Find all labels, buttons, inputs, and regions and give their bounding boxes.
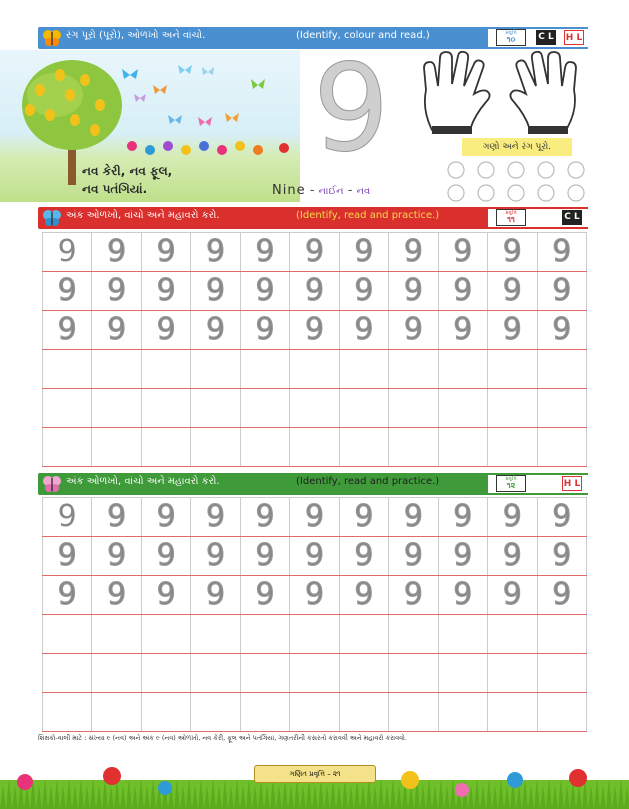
section2-title-english: (Identify, read and practice.): [296, 476, 440, 487]
practice-cell[interactable]: 9: [240, 498, 289, 537]
butterfly-icon: [42, 28, 62, 48]
practice-cell[interactable]: [92, 615, 141, 654]
practice-grid-1: [42, 232, 587, 467]
practice-cell[interactable]: 9: [92, 272, 141, 311]
practice-cell[interactable]: [92, 654, 141, 693]
practice-cell[interactable]: 9: [240, 537, 289, 576]
practice-cell[interactable]: [537, 350, 586, 389]
practice-cell[interactable]: [438, 350, 487, 389]
header-title-english: (Identify, colour and read.): [296, 30, 430, 41]
practice-grid-2: [42, 497, 587, 732]
practice-cell[interactable]: [43, 389, 92, 428]
practice-cell[interactable]: [537, 693, 586, 732]
practice-cell[interactable]: [339, 389, 388, 428]
practice-cell[interactable]: 9: [92, 498, 141, 537]
butterfly-icon: [42, 208, 62, 228]
grid-row: [43, 428, 587, 467]
practice-cell[interactable]: [537, 654, 586, 693]
cl-tag: C L: [536, 30, 556, 45]
practice-cell[interactable]: 9: [240, 272, 289, 311]
practice-cell[interactable]: [537, 389, 586, 428]
practice-cell[interactable]: [488, 389, 537, 428]
practice-cell[interactable]: 9: [537, 233, 586, 272]
practice-cell[interactable]: 9: [438, 233, 487, 272]
practice-cell[interactable]: [488, 693, 537, 732]
practice-cell[interactable]: 9: [488, 272, 537, 311]
grid-row: [43, 272, 587, 311]
section2-title-gujarati: અંક ઓળખો, વાંચો અને મહાવરો કરો.: [66, 476, 220, 487]
practice-cell[interactable]: [141, 350, 190, 389]
traced-big-digit: 9: [313, 40, 390, 179]
practice-cell[interactable]: [290, 350, 339, 389]
practice-cell[interactable]: [488, 350, 537, 389]
intro-illustration: [0, 50, 300, 202]
intro-caption: નવ કેરી, નવ ફૂલ, નવ પતંગિયાં.: [82, 164, 173, 196]
grid-row: [43, 389, 587, 428]
grid-row: [43, 350, 587, 389]
practice-cell[interactable]: [191, 693, 240, 732]
practice-cell[interactable]: [141, 428, 190, 467]
practice-cell[interactable]: 9: [141, 311, 190, 350]
practice-cell[interactable]: [438, 389, 487, 428]
practice-cell[interactable]: 9: [389, 576, 438, 615]
practice-cell[interactable]: 9: [389, 311, 438, 350]
number-word-translit: નાઈન: [318, 186, 344, 197]
practice-cell[interactable]: 9: [141, 272, 190, 311]
practice-cell[interactable]: 9: [389, 272, 438, 311]
practice-cell[interactable]: 9: [43, 311, 92, 350]
practice-cell[interactable]: 9: [537, 537, 586, 576]
practice-cell[interactable]: 9: [389, 498, 438, 537]
practice-cell[interactable]: [438, 428, 487, 467]
teacher-note: શિક્ષકો-વાલી માટે : સંખ્યા ૯ (નવ) અને અંક ૯ (નવ) ઓળખો, નવ કેરી, ફૂલ અને પતંગિયાં, ગણતરીની કસરતો કરાવવી અને મહાવરો કરાવવો.: [38, 734, 407, 742]
number-word-gujarati: નવ: [356, 186, 371, 197]
practice-cell[interactable]: 9: [339, 272, 388, 311]
practice-cell[interactable]: [488, 654, 537, 693]
practice-cell[interactable]: [92, 350, 141, 389]
practice-cell[interactable]: [141, 654, 190, 693]
grid-row: [43, 311, 587, 350]
grid-row: [43, 615, 587, 654]
hand-right-icon: [508, 50, 588, 136]
practice-cell[interactable]: 9: [191, 498, 240, 537]
practice-cell[interactable]: 9: [43, 576, 92, 615]
practice-cell[interactable]: 9: [537, 311, 586, 350]
practice-cell[interactable]: 9: [389, 233, 438, 272]
grid-row: [43, 498, 587, 537]
practice-cell[interactable]: [389, 350, 438, 389]
practice-cell[interactable]: [43, 615, 92, 654]
practice-cell[interactable]: 9: [92, 233, 141, 272]
practice-cell[interactable]: [537, 428, 586, 467]
counting-circles: [446, 160, 591, 204]
practice-cell[interactable]: 9: [438, 576, 487, 615]
practice-cell[interactable]: 9: [438, 272, 487, 311]
practice-cell[interactable]: 9: [537, 498, 586, 537]
practice-cell[interactable]: 9: [339, 576, 388, 615]
practice-cell[interactable]: 9: [488, 498, 537, 537]
practice-cell[interactable]: 9: [92, 537, 141, 576]
practice-cell[interactable]: [290, 615, 339, 654]
practice-cell[interactable]: 9: [240, 233, 289, 272]
practice-cell[interactable]: [191, 428, 240, 467]
practice-cell[interactable]: 9: [141, 498, 190, 537]
practice-cell[interactable]: [290, 389, 339, 428]
practice-cell[interactable]: 9: [191, 311, 240, 350]
practice-cell[interactable]: [191, 389, 240, 428]
practice-cell[interactable]: 9: [290, 272, 339, 311]
activity-number-box: પ્રવૃત્તિ ૧૦: [496, 29, 526, 46]
practice-cell[interactable]: 9: [290, 311, 339, 350]
practice-cell[interactable]: [339, 428, 388, 467]
practice-cell[interactable]: [240, 654, 289, 693]
practice-cell[interactable]: 9: [43, 233, 92, 272]
practice-cell[interactable]: [537, 615, 586, 654]
count-instruction: ગણો અને રંગ પૂરો.: [462, 138, 572, 156]
practice-cell[interactable]: 9: [438, 498, 487, 537]
practice-cell[interactable]: 9: [191, 272, 240, 311]
practice-cell[interactable]: [339, 615, 388, 654]
footer-badge: ગણિત પ્રવૃત્તિ – ૨૧: [254, 765, 376, 783]
practice-cell[interactable]: 9: [240, 576, 289, 615]
practice-cell[interactable]: 9: [43, 537, 92, 576]
practice-cell[interactable]: 9: [290, 537, 339, 576]
grid-row: [43, 537, 587, 576]
practice-cell[interactable]: [141, 693, 190, 732]
hl-tag: H L: [562, 476, 582, 491]
practice-cell[interactable]: 9: [290, 498, 339, 537]
butterfly-icon: [42, 474, 62, 494]
practice-cell[interactable]: [339, 654, 388, 693]
section1-title-english: (Identify, read and practice.): [296, 210, 440, 221]
practice-cell[interactable]: [389, 693, 438, 732]
practice-cell[interactable]: [240, 428, 289, 467]
practice-cell[interactable]: 9: [240, 311, 289, 350]
practice-cell[interactable]: [488, 428, 537, 467]
section1-band: [38, 207, 588, 229]
practice-cell[interactable]: 9: [339, 498, 388, 537]
practice-cell[interactable]: 9: [438, 311, 487, 350]
practice-cell[interactable]: [92, 389, 141, 428]
hand-left-icon: [412, 50, 496, 136]
hl-tag: H L: [564, 30, 584, 45]
practice-cell[interactable]: [141, 389, 190, 428]
practice-cell[interactable]: [191, 615, 240, 654]
cl-tag: C L: [562, 210, 582, 225]
practice-cell[interactable]: [389, 389, 438, 428]
practice-cell[interactable]: [43, 654, 92, 693]
practice-cell[interactable]: [438, 615, 487, 654]
practice-cell[interactable]: [438, 693, 487, 732]
practice-cell[interactable]: 9: [290, 576, 339, 615]
practice-cell[interactable]: [438, 654, 487, 693]
practice-cell[interactable]: [389, 428, 438, 467]
practice-cell[interactable]: 9: [141, 576, 190, 615]
section1-title-gujarati: અંક ઓળખો, વાંચો અને મહાવરો કરો.: [66, 210, 220, 221]
section2-band: [38, 473, 588, 495]
practice-cell[interactable]: [43, 693, 92, 732]
page-number: ૨૧: [332, 770, 341, 778]
activity-number-box: પ્રવૃત્તિ ૧૧: [496, 209, 526, 226]
practice-cell[interactable]: [290, 693, 339, 732]
number-word-english: Nine: [272, 183, 306, 198]
practice-cell[interactable]: [339, 693, 388, 732]
practice-cell[interactable]: [240, 693, 289, 732]
practice-cell[interactable]: [92, 428, 141, 467]
practice-cell[interactable]: [191, 350, 240, 389]
number-word-row: Nine - નાઈન - નવ: [272, 183, 371, 198]
activity-number-box: પ્રવૃત્તિ ૧૨: [496, 475, 526, 492]
practice-cell[interactable]: [290, 654, 339, 693]
practice-cell[interactable]: 9: [488, 311, 537, 350]
practice-cell[interactable]: [389, 615, 438, 654]
practice-cell[interactable]: 9: [141, 537, 190, 576]
grid-row: [43, 654, 587, 693]
practice-cell[interactable]: [339, 350, 388, 389]
practice-cell[interactable]: [488, 615, 537, 654]
practice-cell[interactable]: 9: [191, 233, 240, 272]
practice-cell[interactable]: [43, 350, 92, 389]
header-title-gujarati: રંગ પૂરો (પૂરો), ઓળખો અને વાંચો.: [66, 30, 206, 41]
practice-cell[interactable]: [240, 389, 289, 428]
grid-row: [43, 693, 587, 732]
practice-cell[interactable]: 9: [488, 576, 537, 615]
practice-cell[interactable]: 9: [43, 272, 92, 311]
practice-cell[interactable]: 9: [191, 537, 240, 576]
practice-cell[interactable]: 9: [191, 576, 240, 615]
practice-cell[interactable]: [389, 654, 438, 693]
practice-cell[interactable]: [240, 615, 289, 654]
grid-row: [43, 233, 587, 272]
practice-cell[interactable]: 9: [438, 537, 487, 576]
practice-cell[interactable]: 9: [339, 233, 388, 272]
practice-cell[interactable]: 9: [339, 537, 388, 576]
practice-cell[interactable]: [43, 428, 92, 467]
practice-cell[interactable]: [240, 350, 289, 389]
practice-cell[interactable]: 9: [488, 537, 537, 576]
practice-cell[interactable]: 9: [537, 576, 586, 615]
practice-cell[interactable]: 9: [43, 498, 92, 537]
practice-cell[interactable]: 9: [389, 537, 438, 576]
practice-cell[interactable]: 9: [488, 233, 537, 272]
practice-cell[interactable]: [92, 693, 141, 732]
grid-row: [43, 576, 587, 615]
practice-cell[interactable]: [141, 615, 190, 654]
practice-cell[interactable]: 9: [92, 311, 141, 350]
practice-cell[interactable]: [290, 428, 339, 467]
practice-cell[interactable]: 9: [339, 311, 388, 350]
practice-cell[interactable]: 9: [141, 233, 190, 272]
practice-cell[interactable]: 9: [290, 233, 339, 272]
practice-cell[interactable]: 9: [537, 272, 586, 311]
practice-cell[interactable]: [191, 654, 240, 693]
practice-cell[interactable]: 9: [92, 576, 141, 615]
